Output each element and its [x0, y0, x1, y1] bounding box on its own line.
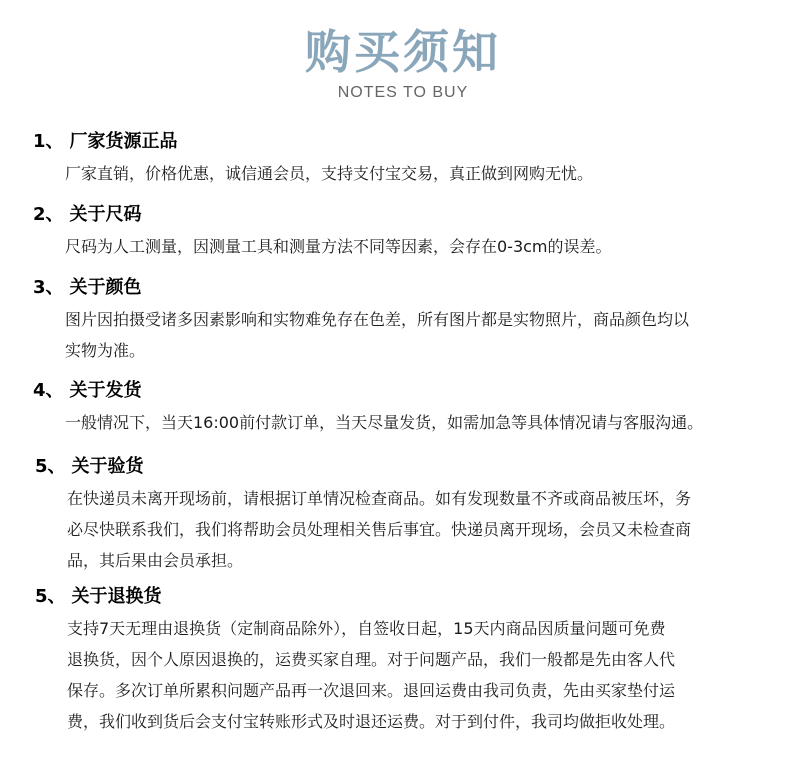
section-heading [33, 379, 703, 403]
section-color [33, 276, 689, 366]
section-number: 5、 [35, 586, 66, 607]
section-title: 关于退换货 [71, 586, 162, 607]
section-title: 关于颜色 [69, 277, 142, 298]
section-body [65, 158, 593, 189]
section-heading [33, 276, 689, 300]
body-line: 支持7天无理由退换货（定制商品除外），自签收日起，15天内商品因质量问题可免费 [67, 619, 666, 638]
section-title: 关于发货 [69, 380, 142, 401]
section-number: 4、 [33, 380, 64, 401]
body-line: 图片因拍摄受诸多因素影响和实物难免存在色差，所有图片都是实物照片，商品颜色均以 [65, 310, 690, 329]
page-title: 购买须知 [305, 25, 501, 79]
body-line: 品，其后果由会员承担。 [67, 551, 244, 570]
body-line: 费，我们收到货后会支付宝转账形式及时退还运费。对于到付件，我司均做拒收处理。 [67, 712, 676, 731]
section-number: 5、 [35, 456, 66, 477]
page-subtitle: NOTES TO BUY [337, 84, 469, 101]
section-body [67, 483, 691, 576]
section-title: 关于尺码 [69, 204, 142, 225]
section-size [33, 203, 612, 262]
section-body [65, 304, 689, 366]
body-line: 退换货，因个人原因退换的，运费买家自理。对于问题产品，我们一般都是先由客人代 [67, 650, 676, 669]
body-line: 实物为准。 [65, 341, 146, 360]
body-line: 厂家直销，价格优惠，诚信通会员，支持支付宝交易，真正做到网购无忧。 [65, 164, 594, 183]
section-authentic [33, 130, 593, 189]
body-line: 保存。多次订单所累积问题产品再一次退回来。退回运费由我司负责，先由买家垫付运 [67, 681, 676, 700]
section-returns [35, 585, 675, 737]
section-title: 关于验货 [71, 456, 144, 477]
section-title: 厂家货源正品 [69, 131, 178, 152]
section-body [65, 407, 703, 438]
body-line: 在快递员未离开现场前，请根据订单情况检查商品。如有发现数量不齐或商品被压坏，务 [67, 489, 692, 508]
section-heading [35, 585, 675, 609]
body-line: 尺码为人工测量，因测量工具和测量方法不同等因素，会存在0-3cm的误差。 [65, 237, 612, 256]
section-heading [35, 455, 691, 479]
section-body [67, 613, 675, 737]
section-body [65, 231, 612, 262]
section-inspection [35, 455, 691, 576]
section-number: 3、 [33, 277, 64, 298]
body-line: 一般情况下，当天16:00前付款订单，当天尽量发货，如需加急等具体情况请与客服沟通。 [65, 413, 704, 432]
section-heading [33, 203, 612, 227]
section-shipping [33, 379, 703, 438]
section-number: 1、 [33, 131, 64, 152]
section-heading [33, 130, 593, 154]
section-number: 2、 [33, 204, 64, 225]
body-line: 必尽快联系我们，我们将帮助会员处理相关售后事宜。快递员离开现场，会员又未检查商 [67, 520, 692, 539]
